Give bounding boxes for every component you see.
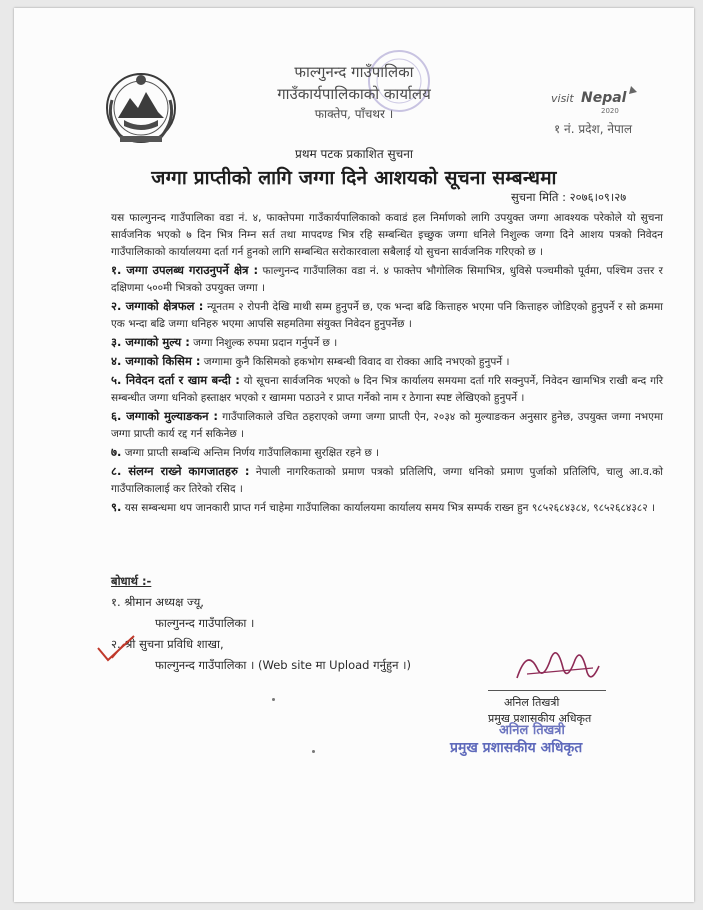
signatory-title: प्रमुख प्रशासकीय अधिकृत [488, 712, 592, 725]
notice-item [111, 444, 663, 462]
notice-item [111, 334, 663, 352]
item-text: जग्गा निशुल्क रुपमा प्रदान गर्नुपर्ने छ । [193, 337, 338, 349]
office-address: फाक्तेप, पाँचथर । [314, 107, 394, 121]
notice-item [111, 262, 663, 297]
item-label: ६. जग्गाको मुल्याङकन : [111, 409, 218, 423]
item-label: ४. जग्गाको किसिम : [111, 354, 201, 368]
item-label: ३. जग्गाको मुल्य : [111, 335, 190, 349]
item-text: यस सम्बन्धमा थप जानकारी प्राप्त गर्न चाहेमा गाउँपालिका कार्यालयमा कार्यालय समय भित्र सम्पर्क राख्न हुन ९८५२६८४३८४, ९८५२६८४३८२ । [124, 502, 656, 514]
cc-recipient-sub: फाल्गुनन्द गाउँपालिका । [155, 616, 255, 630]
office-name: गाउँकार्यपालिकाको कार्यालय [277, 85, 431, 103]
cc-title: बोधार्थ :- [111, 574, 152, 588]
item-text: जग्गा प्राप्ती सम्बन्धि अन्तिम निर्णय गाउँपालिकामा सुरक्षित रहने छ । [124, 447, 380, 459]
notice-item [111, 499, 663, 517]
notice-item [111, 463, 663, 498]
svg-text:2020: 2020 [601, 107, 619, 115]
cc-block [111, 571, 411, 676]
cc-recipient-sub: फाल्गुनन्द गाउँपालिका । (Web site मा Upload गर्नुहुन ।) [155, 658, 411, 672]
notice-body [111, 210, 663, 518]
notice-subtitle: प्रथम पटक प्रकाशित सुचना [295, 147, 413, 161]
notice-intro: यस फाल्गुनन्द गाउँपालिका वडा नं. ४, फाक्तेपमा गाउँकार्यपालिकाको कवाडं हल निर्माणको लागि उपयुक्त जग्गा आवश्यक परेकोले यो सुचना सार्वजनिक भएको ७ दिन भित्र निम्न सर्त तथा मापदण्ड भित्र रहि सम्बन्धित इच्छुक जग्गा धनिले निशुल्क जग्गा दिने आशय पत्रको निवेदन गाउँपालिकाको कार्यालयमा दर्ता गर्न हुनको लागि सम्बन्धित सरोकारवाला सबैलाई यो सुचना सार्वजनिक गरिएको छ । [111, 212, 663, 258]
notice-item [111, 353, 663, 371]
svg-text:visit: visit [551, 92, 574, 105]
item-label: २. जग्गाको क्षेत्रफल : [111, 299, 204, 313]
notice-title: जग्गा प्राप्तीको लागि जग्गा दिने आशयको सूचना सम्बन्धमा [151, 167, 557, 189]
province-text: १ नं. प्रदेश, नेपाल [554, 122, 633, 136]
checkmark-icon [94, 630, 154, 670]
municipality-name: फाल्गुनन्द गाउँपालिका [294, 63, 414, 81]
cc-recipient: १. श्रीमान अध्यक्ष ज्यू, [111, 595, 204, 609]
signature-line [488, 690, 606, 691]
item-text: नेपाली नागरिकताको प्रमाण पत्रको प्रतिलिपि, जग्गा धनिको प्रमाण पुर्जाको प्रतिलिपि, चालु आ.व.को गाउँपालिकालाई कर तिरेको रसिद । [111, 466, 663, 495]
item-text: न्यूनतम २ रोपनी देखि माथी सम्म हुनुपर्ने छ, एक भन्दा बढि कित्ताहरु भएमा पनि कित्ताहरु जोडिएको हुनुपर्ने र सो क्रममा एक भन्दा बढि जग्गा धनिहरु भएमा आपसि सहमतिमा संयुक्त निवेदन हुनुपर्नेछ । [111, 301, 664, 330]
visit-nepal-logo [549, 80, 659, 120]
scan-speck [312, 750, 315, 753]
notice-date: सुचना मिति : २०७६।०९।२७ [511, 190, 627, 204]
item-text: फाल्गुनन्द गाउँपालिका वडा नं. ४ फाक्तेप भौगोलिक सिमाभित्र, धुविसे पञ्चमीको पूर्वमा, पश्चिम उत्तर र दक्षिणमा ५००मी भित्रको उपयुक्त जग्गा । [111, 265, 663, 294]
cc-recipient: २. श्री सुचना प्रविधि शाखा, [111, 637, 224, 651]
notice-page [14, 8, 694, 902]
item-text: जग्गामा कुनै किसिमको हकभोग सम्बन्धी विवाद वा रोक्का आदि नभएको हुनुपर्ने । [203, 356, 510, 368]
notice-item [111, 372, 663, 407]
item-label: ८. संलग्न राख्ने कागजातहरु : [111, 464, 250, 478]
stamp-name: अनिल तिखत्री [499, 723, 565, 738]
item-label: ५. निवेदन दर्ता र खाम बन्दी : [111, 373, 240, 387]
notice-item [111, 298, 663, 333]
item-label: १. जग्गा उपलब्ध गराउनुपर्ने क्षेत्र : [111, 263, 259, 277]
signatory-name: अनिल तिखत्री [504, 696, 560, 709]
item-label: ९. [111, 500, 122, 514]
item-text: गाउँपालिकाले उचित ठहराएको जग्गा जग्गा प्राप्ती ऐन, २०३४ को मुल्याङकन अनुसार हुनेछ, उपयुक्त जग्गा नभएमा जग्गा प्राप्ती कार्य रद्द गर्न सकिनेछ । [111, 411, 663, 440]
notice-item [111, 408, 663, 443]
item-label: ७. [111, 445, 122, 459]
svg-text:Nepal: Nepal [581, 90, 627, 106]
scan-speck [272, 698, 275, 701]
signature-icon [507, 638, 607, 693]
item-text: यो सूचना सार्वजनिक भएको ७ दिन भित्र कार्यालय समयमा दर्ता गरि सक्नुपर्ने, निवेदन खामभित्र राखी बन्द गरि सम्बन्धीत जग्गा धनिको हस्ताक्षर भएको र खाममा पठाउने र प्राप्त गर्नेको नाम र ठेगाना स्पष्ट लेखिएको हुनुपर्ने । [111, 375, 663, 404]
stamp-title: प्रमुख प्रशासकीय अधिकृत [450, 740, 583, 756]
